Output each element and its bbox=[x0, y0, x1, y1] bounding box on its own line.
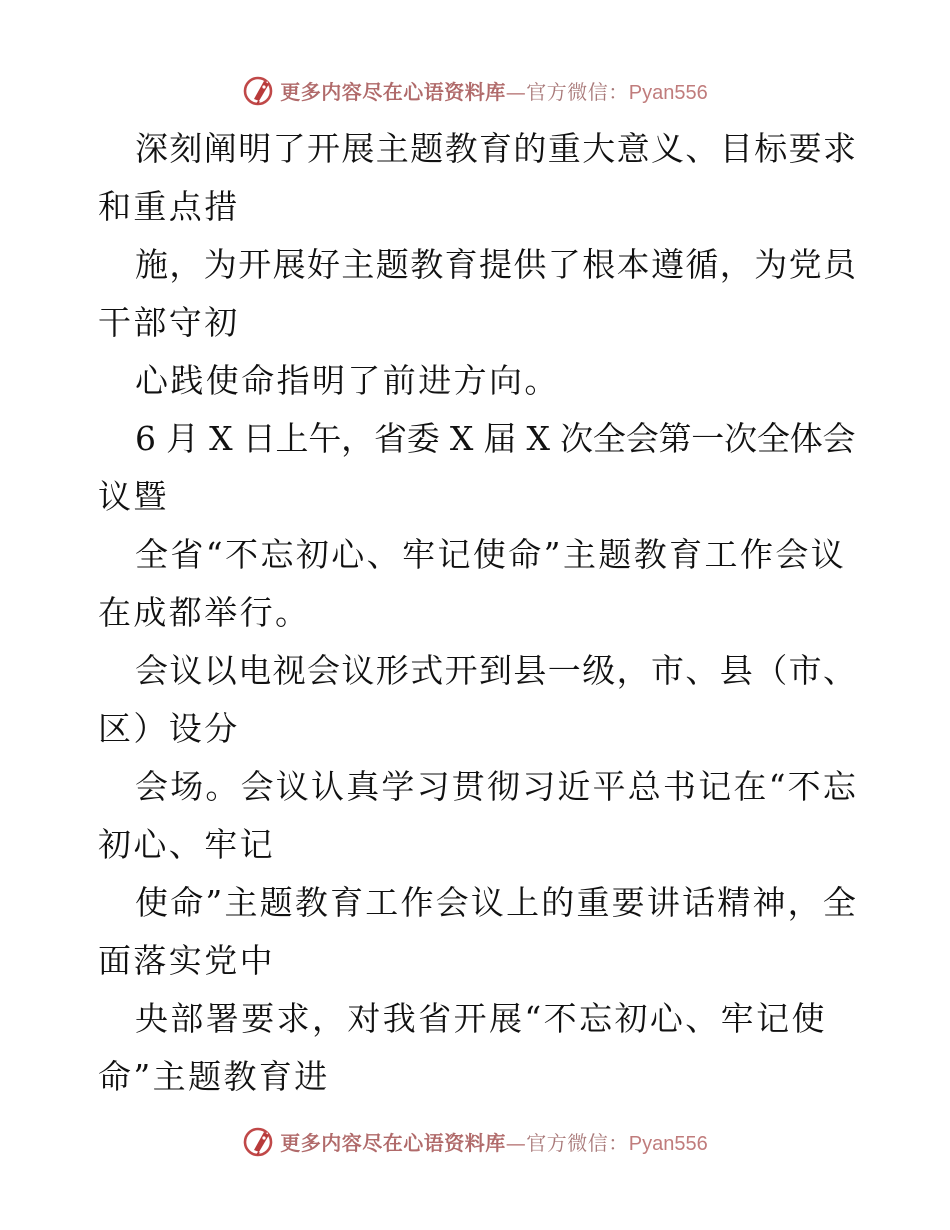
banner-official-label: 官方微信： bbox=[526, 1130, 629, 1155]
body-line: 心践使命指明了前进方向。 bbox=[135, 361, 560, 400]
footer-watermark-banner bbox=[0, 1121, 950, 1161]
body-line: 初心、牢记 bbox=[98, 825, 275, 864]
body-line: 使命”主题教育工作会议上的重要讲话精神，全 bbox=[135, 883, 859, 922]
body-line: 和重点措 bbox=[98, 187, 240, 226]
body-line: 全省“不忘初心、牢记使命”主题教育工作会议 bbox=[135, 535, 847, 574]
banner-site-text: 更多内容尽在心语资料库 bbox=[280, 1130, 506, 1155]
body-line: 施，为开展好主题教育提供了根本遵循，为党员 bbox=[135, 245, 858, 284]
banner-wechat-handle: Pyan556 bbox=[628, 81, 708, 104]
body-line: 深刻阐明了开展主题教育的重大意义、目标要求 bbox=[135, 129, 858, 168]
body-line: 干部守初 bbox=[98, 303, 240, 342]
body-line: 央部署要求，对我省开展“不忘初心、牢记使 bbox=[135, 999, 827, 1038]
body-line: 面落实党中 bbox=[98, 941, 275, 980]
pen-nib-logo-icon bbox=[242, 1124, 276, 1158]
body-line: 议暨 bbox=[98, 477, 169, 516]
banner-separator: — bbox=[505, 79, 527, 104]
banner-site-text: 更多内容尽在心语资料库 bbox=[280, 79, 506, 104]
body-line: 命”主题教育进 bbox=[98, 1057, 330, 1096]
body-line: 在成都举行。 bbox=[98, 593, 311, 632]
body-line: 会议以电视会议形式开到县一级，市、县（市、 bbox=[135, 651, 858, 690]
banner-separator: — bbox=[505, 1130, 527, 1155]
header-watermark-banner bbox=[0, 70, 950, 110]
document-body bbox=[98, 120, 858, 1106]
banner-official-label: 官方微信： bbox=[526, 79, 629, 104]
banner-wechat-handle: Pyan556 bbox=[628, 1132, 708, 1155]
body-line: 区）设分 bbox=[98, 709, 240, 748]
pen-nib-logo-icon bbox=[242, 73, 276, 107]
body-line: 会场。会议认真学习贯彻习近平总书记在“不忘 bbox=[135, 767, 859, 806]
body-line: 6 月 X 日上午，省委 X 届 X 次全会第一次全体会 bbox=[135, 419, 856, 458]
